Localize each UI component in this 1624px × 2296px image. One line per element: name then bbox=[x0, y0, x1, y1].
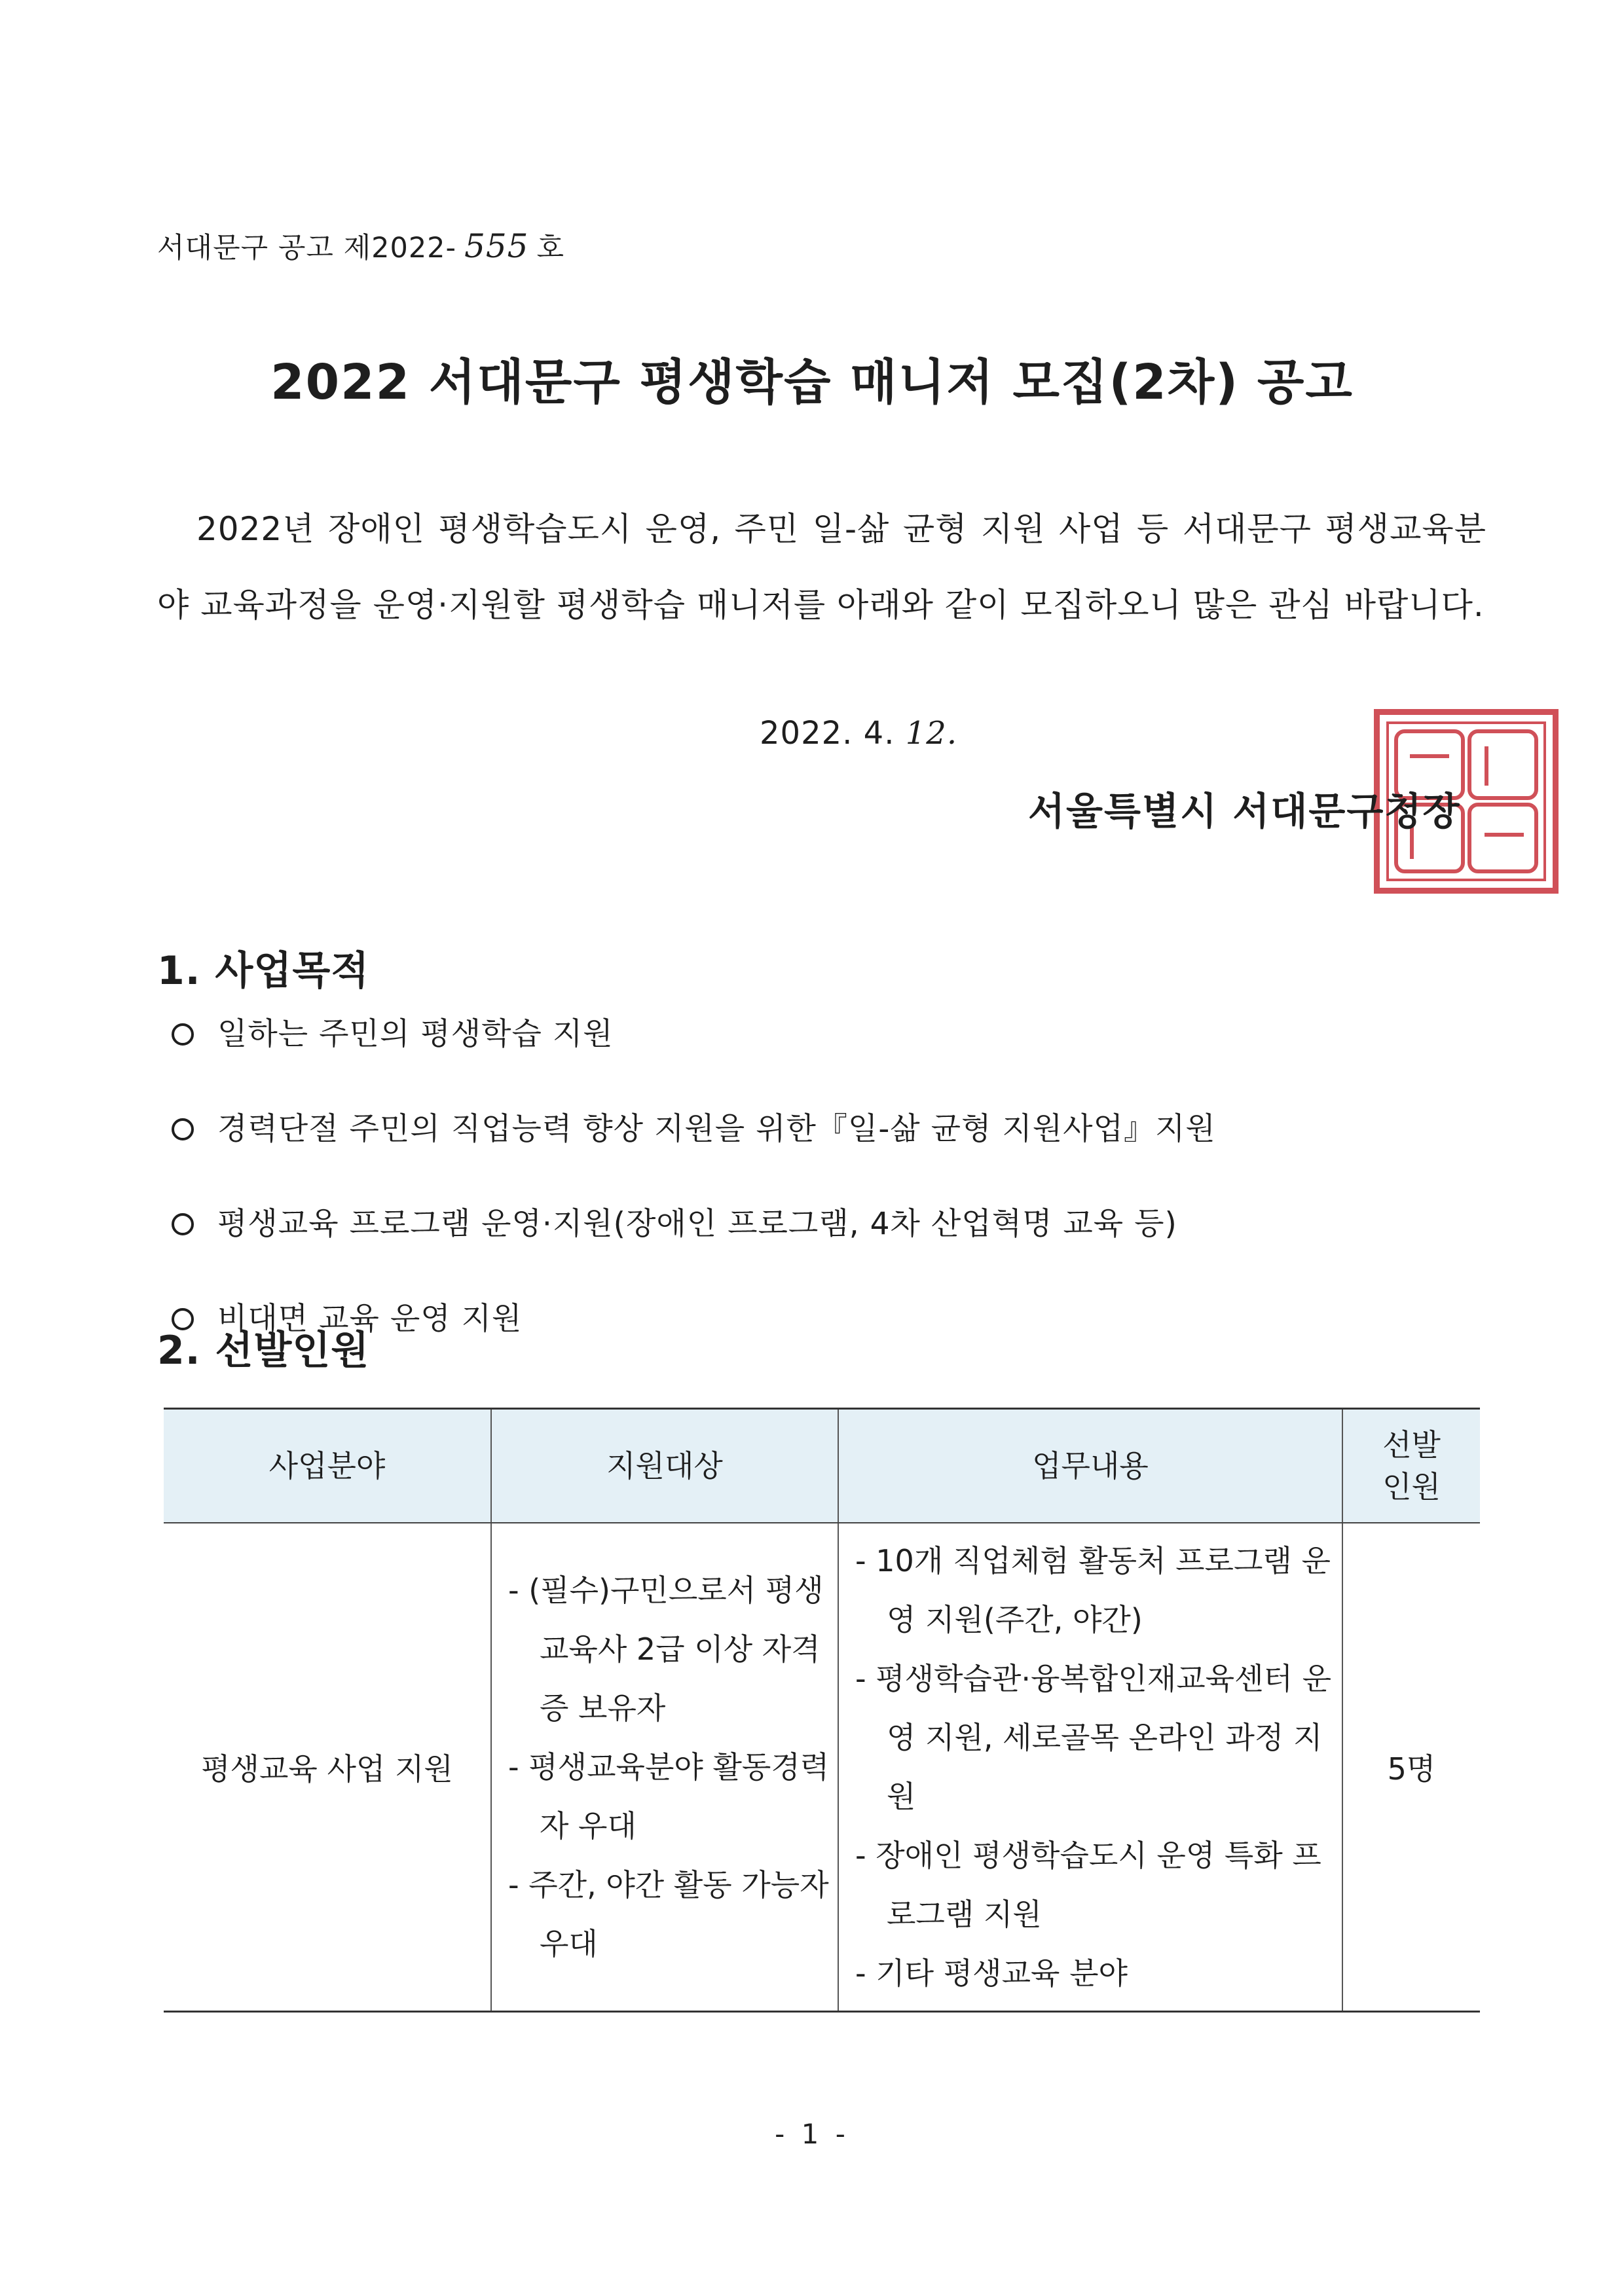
notice-number-line bbox=[157, 226, 564, 266]
list-item: - 장애인 평생학습도시 운영 특화 프로그램 지원 bbox=[855, 1838, 1321, 1932]
date-handwritten-day: 12. bbox=[905, 715, 958, 752]
circle-bullet-icon bbox=[172, 1023, 194, 1046]
list-item: 경력단절 주민의 직업능력 향상 지원을 위한『일-삶 균형 지원사업』지원 bbox=[172, 1097, 1216, 1192]
document-title: 2022 서대문구 평생학습 매니저 모집(2차) 공고 bbox=[270, 354, 1354, 410]
list-item: 일하는 주민의 평생학습 지원 bbox=[172, 1002, 1216, 1097]
table-row bbox=[164, 1523, 1480, 2012]
list-item: 비대면 교육 운영 지원 bbox=[172, 1286, 1216, 1381]
list-item: - 10개 직업체험 활동처 프로그램 운영 지원(주간, 야간) bbox=[855, 1543, 1331, 1637]
date-printed: 2022. 4. bbox=[760, 715, 895, 752]
notice-suffix: 호 bbox=[536, 232, 565, 264]
cell-duties bbox=[838, 1523, 1342, 2012]
circle-bullet-icon bbox=[172, 1213, 194, 1235]
header-target: 지원대상 bbox=[491, 1409, 838, 1523]
table-header-row bbox=[164, 1409, 1480, 1523]
section-heading-purpose: 1. 사업목적 bbox=[157, 948, 370, 994]
header-field: 사업분야 bbox=[164, 1409, 491, 1523]
list-item: - 평생교육분야 활동경력자 우대 bbox=[508, 1749, 830, 1844]
issuer-name: 서울특별시 서대문구청장 bbox=[1028, 789, 1461, 833]
handwritten-notice-number: 555 bbox=[464, 227, 529, 265]
intro-paragraph: 2022년 장애인 평생학습도시 운영, 주민 일-삶 균형 지원 사업 등 서대문구 평생교육분야 교육과정을 운영·지원할 평생학습 매니저를 아래와 같이 모집하오니 많은 관심 바랍니다. bbox=[157, 510, 1486, 624]
circle-bullet-icon bbox=[172, 1118, 194, 1140]
issue-date bbox=[760, 715, 957, 752]
header-count: 선발 인원 bbox=[1342, 1409, 1480, 1523]
list-item: - 기타 평생교육 분야 bbox=[855, 1956, 1128, 1991]
list-item: - 평생학습관·융복합인재교육센터 운영 지원, 세로골목 온라인 과정 지원 bbox=[855, 1661, 1332, 1814]
list-item: - 주간, 야간 활동 가능자 우대 bbox=[508, 1867, 829, 1961]
section-heading-selection: 2. 선발인원 bbox=[157, 1328, 370, 1374]
page-number: - 1 - bbox=[775, 2118, 849, 2150]
cell-targets bbox=[491, 1523, 838, 2012]
header-duties: 업무내용 bbox=[838, 1409, 1342, 1523]
list-item: 평생교육 프로그램 운영·지원(장애인 프로그램, 4차 산업혁명 교육 등) bbox=[172, 1192, 1216, 1286]
list-item: - (필수)구민으로서 평생교육사 2급 이상 자격증 보유자 bbox=[508, 1573, 824, 1726]
notice-prefix: 서대문구 공고 제2022- bbox=[157, 232, 457, 264]
cell-field: 평생교육 사업 지원 bbox=[164, 1523, 491, 2012]
cell-count: 5명 bbox=[1342, 1523, 1480, 2012]
selection-table bbox=[164, 1408, 1480, 2013]
